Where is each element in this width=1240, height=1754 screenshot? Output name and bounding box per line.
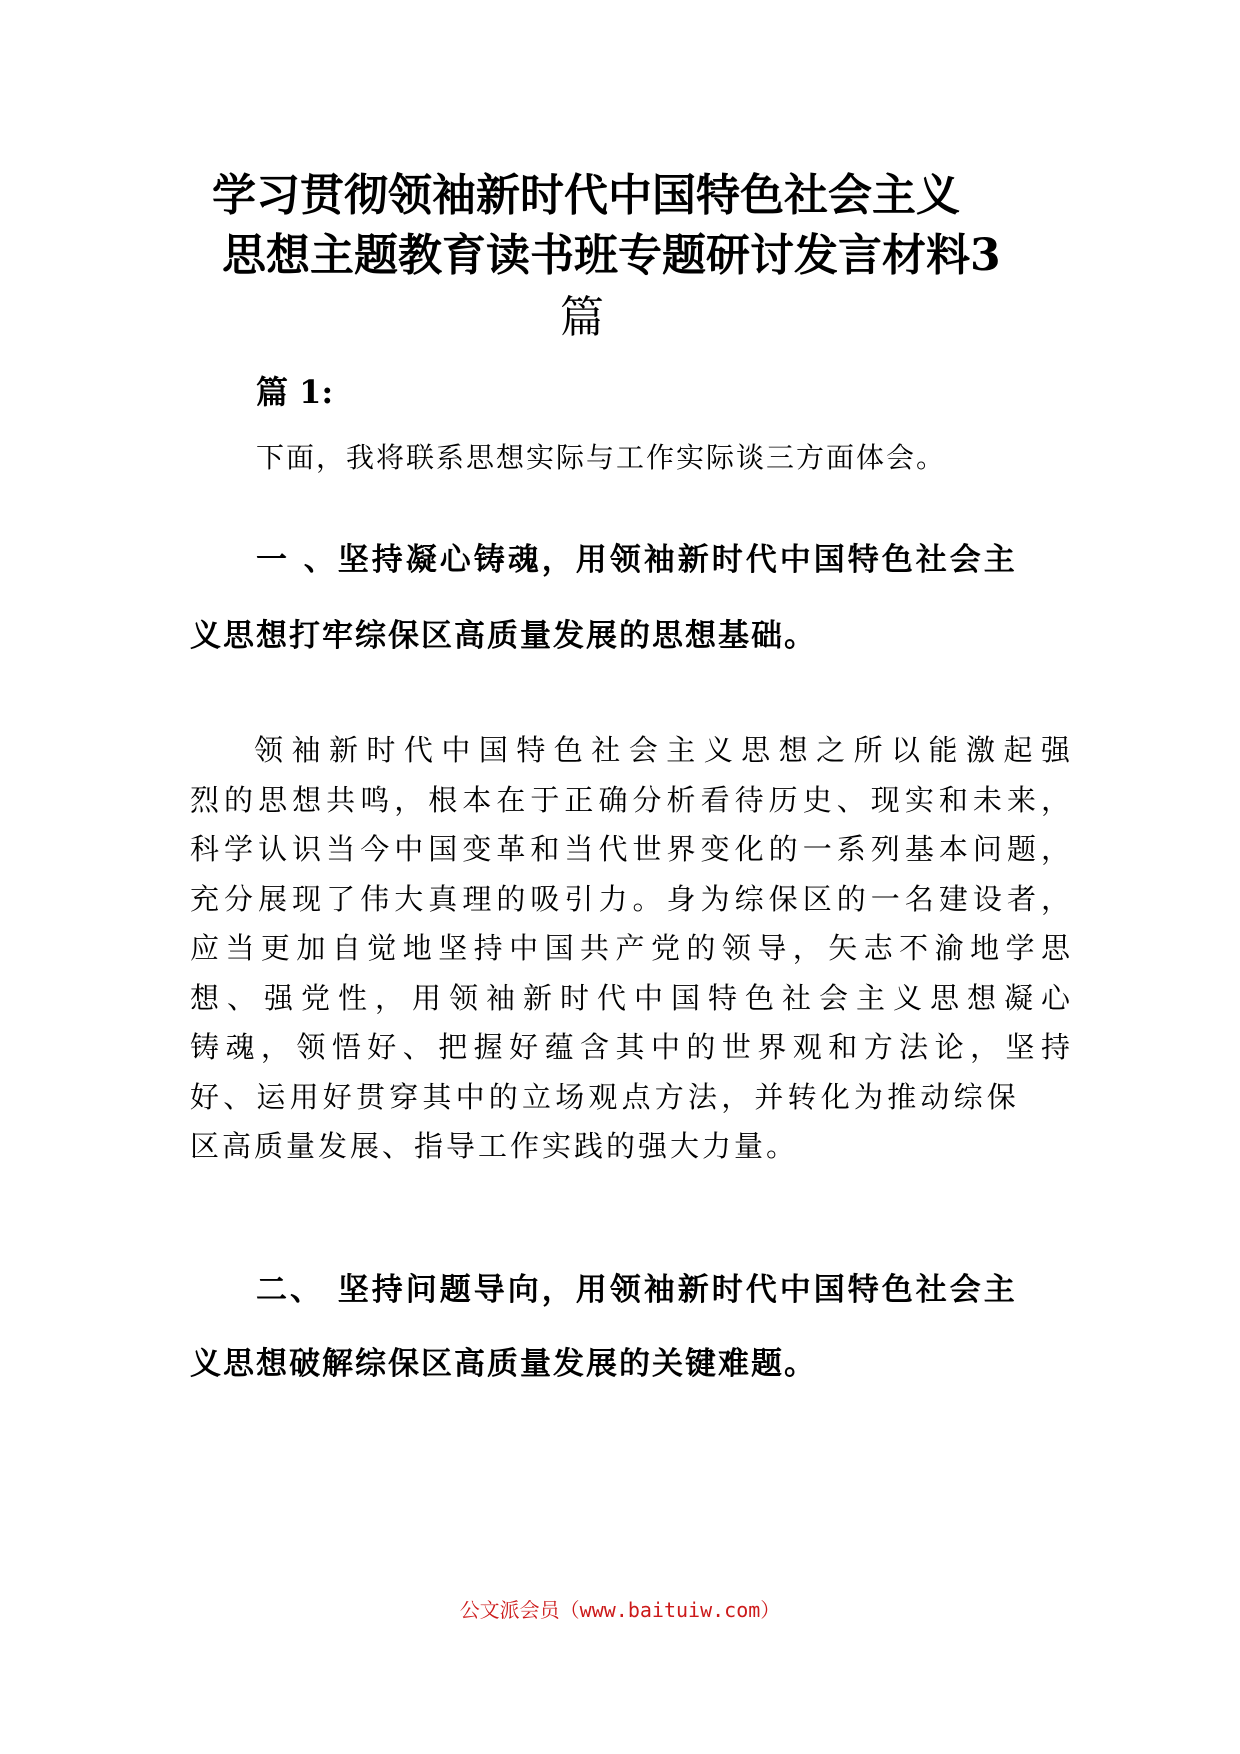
heading-2-line-1: 二、 坚持问题导向，用领袖新时代中国特色社会主 — [256, 1272, 1018, 1308]
paragraph-line: 应当更加自觉地坚持中国共产党的领导，矢志不渝地学思 — [190, 931, 1070, 965]
document-title-line-2: 思想主题教育读书班专题研讨发言材料3 — [222, 230, 1001, 281]
heading-2-line-2: 义思想破解综保区高质量发展的关键难题。 — [190, 1346, 817, 1382]
body-paragraph-1 — [190, 726, 1070, 1172]
heading-1-line-1: 一 、坚持凝心铸魂，用领袖新时代中国特色社会主 — [256, 542, 1018, 578]
section-label: 篇 1: — [256, 373, 334, 411]
footer-watermark: 公文派会员（www.baituiw.com） — [459, 1598, 781, 1622]
paragraph-line: 领袖新时代中国特色社会主义思想之所以能激起强 — [254, 733, 1070, 767]
paragraph-line: 区高质量发展、指导工作实践的强大力量。 — [190, 1129, 799, 1163]
paragraph-line: 铸魂，领悟好、把握好蕴含其中的世界观和方法论，坚持 — [190, 1030, 1070, 1064]
heading-1-line-2: 义思想打牢综保区高质量发展的思想基础。 — [190, 618, 817, 654]
paragraph-line: 想、强党性，用领袖新时代中国特色社会主义思想凝心 — [190, 980, 1070, 1015]
document-title-line-1: 学习贯彻领袖新时代中国特色社会主义 — [212, 170, 960, 221]
intro-paragraph: 下面，我将联系思想实际与工作实际谈三方面体会。 — [256, 441, 947, 474]
paragraph-line: 充分展现了伟大真理的吸引力。身为综保区的一名建设者， — [190, 881, 1070, 916]
paragraph-line: 烈的思想共鸣，根本在于正确分析看待历史、现实和未来， — [190, 782, 1070, 817]
paragraph-line: 科学认识当今中国变革和当代世界变化的一系列基本问题， — [190, 832, 1070, 866]
paragraph-line: 好、运用好贯穿其中的立场观点方法，并转化为推动综保 — [190, 1079, 1021, 1114]
document-title-line-3: 篇 — [560, 292, 604, 343]
